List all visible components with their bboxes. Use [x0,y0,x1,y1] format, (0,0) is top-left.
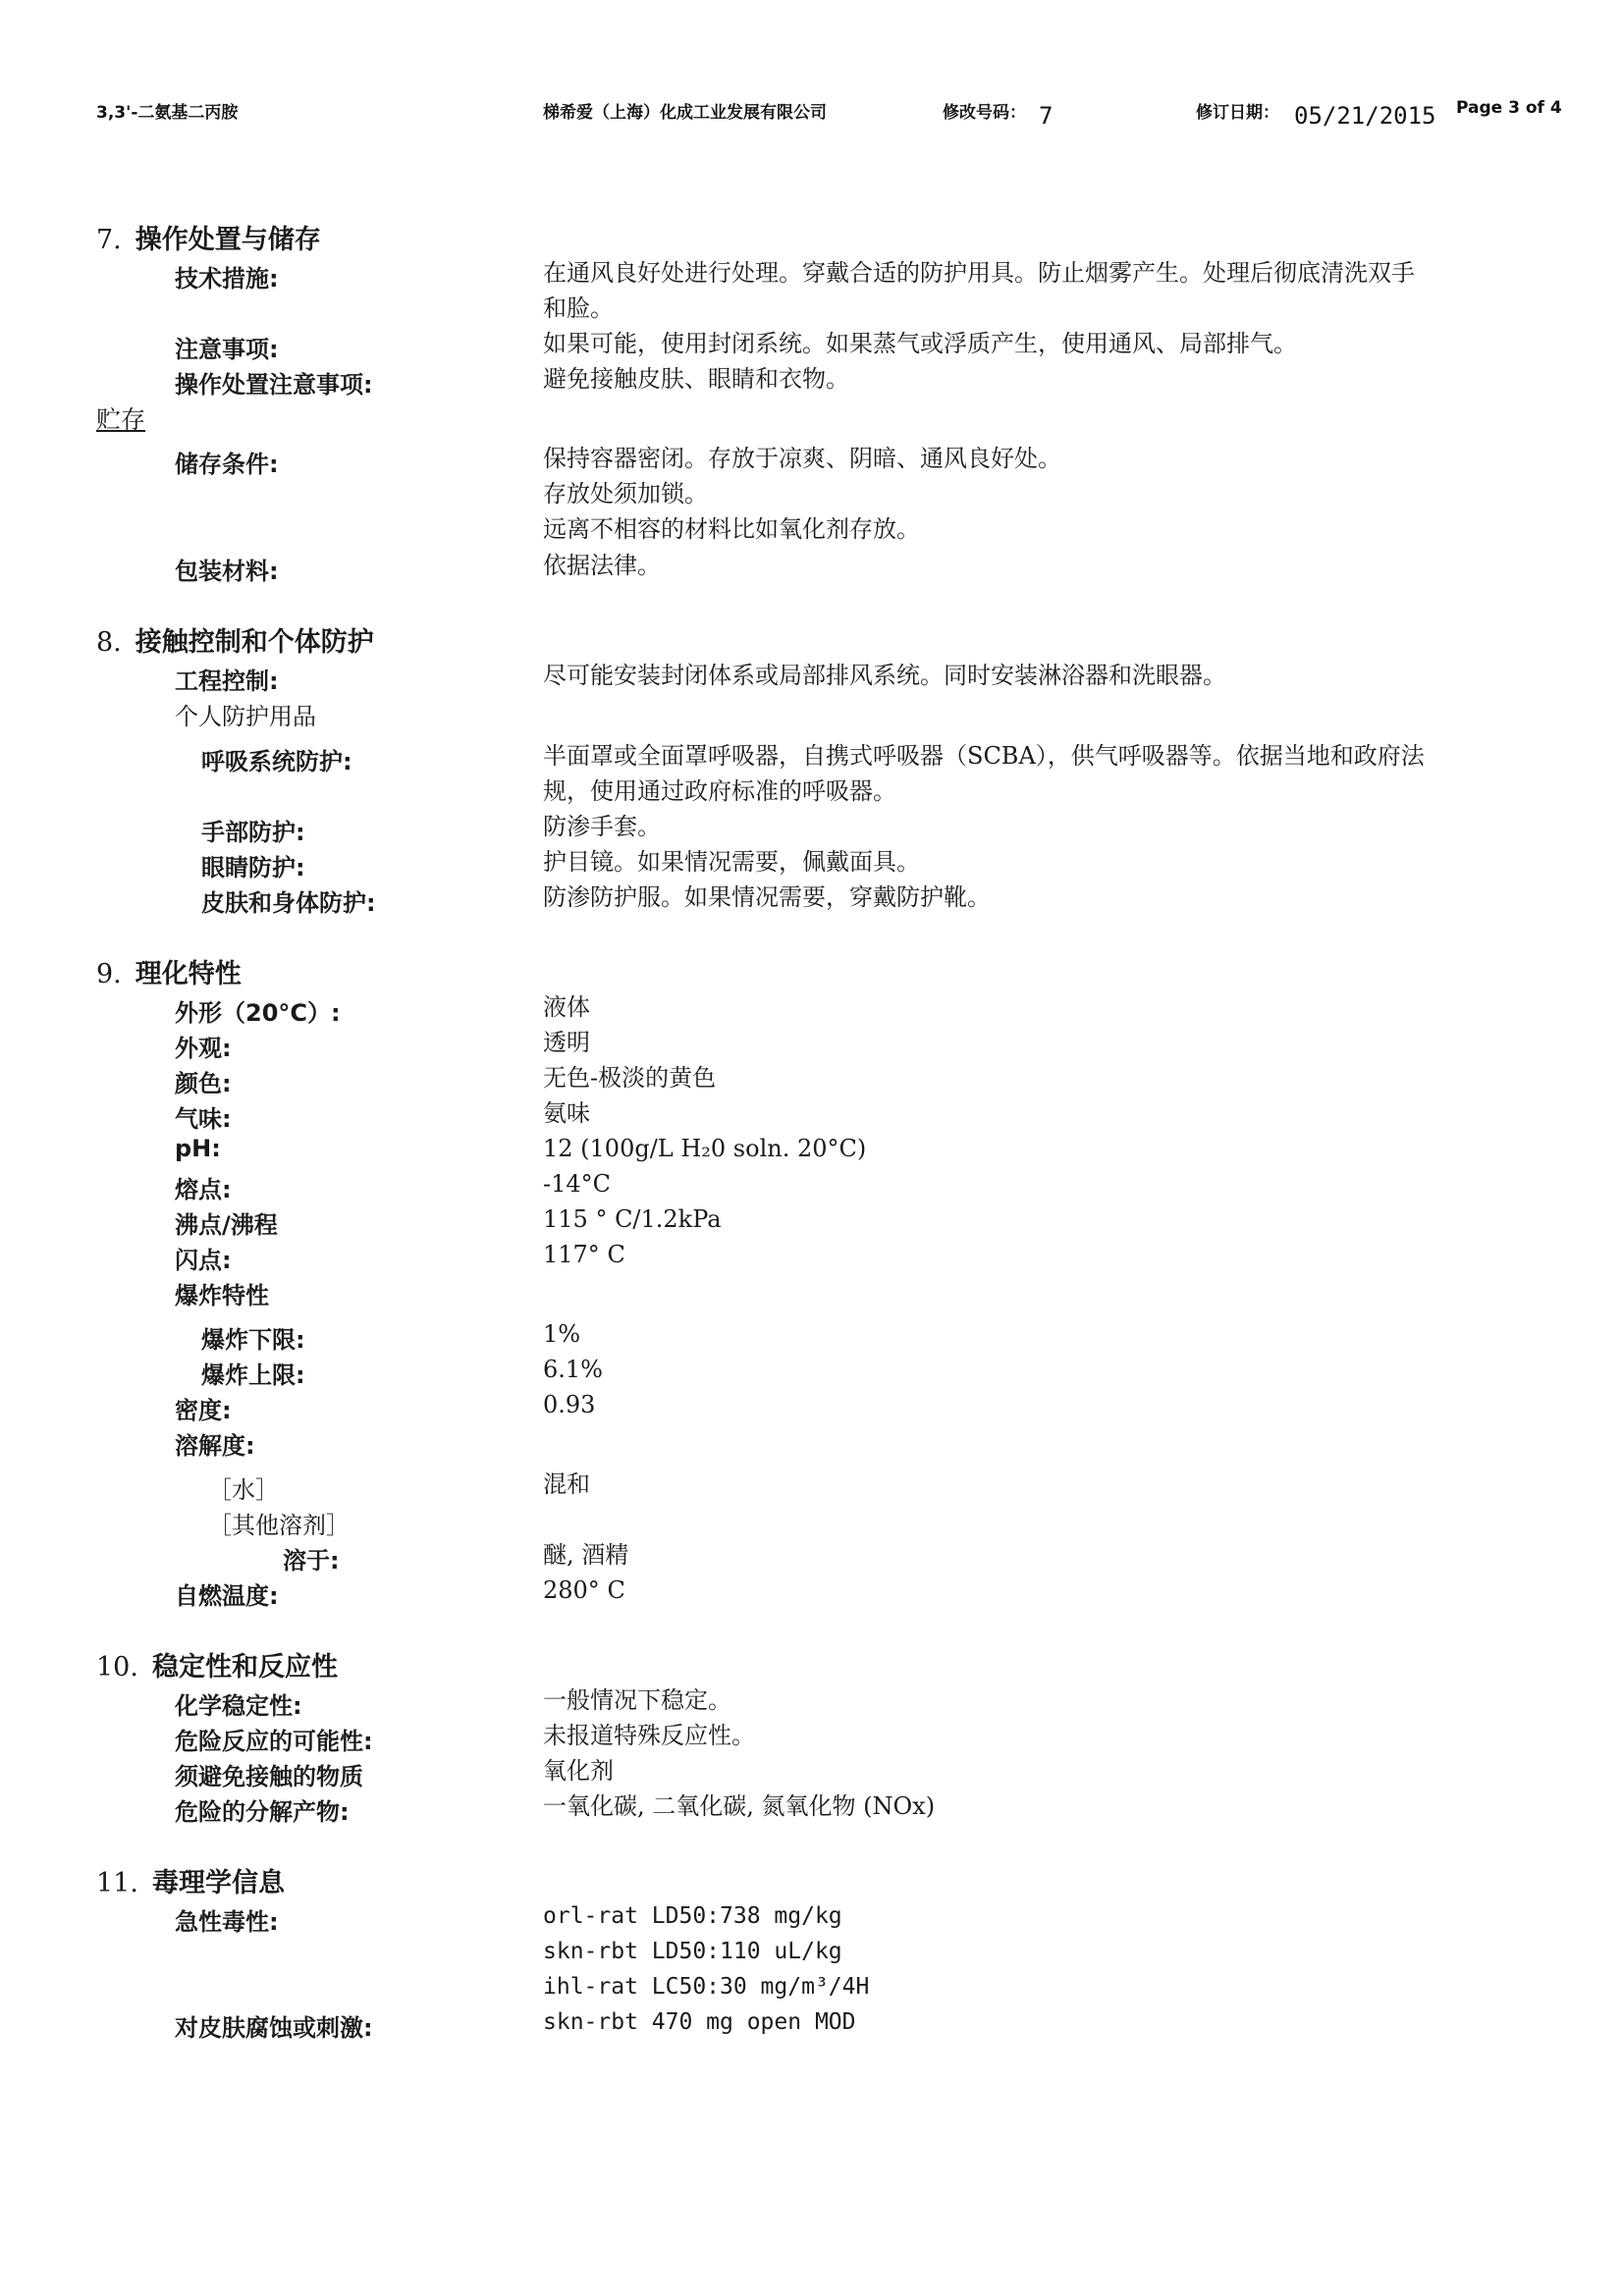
revision-label: 修改号码： [943,103,1026,123]
boiling-point-label: 沸点/沸程 [175,1211,278,1239]
section-7-title [96,218,321,256]
melting-point-label: 熔点: [175,1176,232,1203]
value-line: 存放处须加锁。 [543,480,708,507]
skin-protection-label: 皮肤和身体防护: [201,889,376,917]
skin-corrosion-label: 对皮肤腐蚀或刺激: [175,2014,373,2042]
section-title-text: 毒理学信息 [151,1868,285,1898]
autoignition-value: 280° C [543,1576,625,1604]
section-number: 7. [96,225,122,255]
section-11-title [96,1861,285,1899]
value-line: skn-rbt LD50:110 uL/kg [543,1939,842,1964]
packaging-value: 依据法律。 [543,552,661,579]
water-label: ［水］ [208,1476,279,1504]
value-line: 远离不相容的材料比如氧化剂存放。 [543,515,920,543]
storage-subheading: 贮存 [96,405,146,434]
eye-protection-label: 眼睛防护: [201,854,305,881]
lower-explosive-limit-label: 爆炸下限: [201,1326,305,1354]
precautions-label: 注意事项: [175,336,279,363]
storage-conditions-label: 储存条件: [175,451,279,478]
autoignition-label: 自燃温度: [175,1582,279,1610]
value-line: 和脸。 [543,294,614,322]
section-8-title [96,620,374,659]
hazardous-reactions-value: 未报道特殊反应性。 [543,1722,755,1749]
explosive-properties-label: 爆炸特性 [175,1282,269,1309]
flash-point-value: 117° C [543,1241,625,1268]
density-value: 0.93 [543,1391,596,1418]
section-title-text: 理化特性 [135,959,242,989]
hand-protection-value: 防渗手套。 [543,813,661,840]
value-line: 保持容器密闭。存放于凉爽、阴暗、通风良好处。 [543,445,1061,472]
revision-date-label: 修订日期： [1196,103,1279,123]
page-header [0,98,1623,128]
boiling-point-value: 115 ° C/1.2kPa [543,1205,722,1233]
engineering-controls-label: 工程控制: [175,667,279,695]
respiratory-protection-value [543,738,1574,809]
storage-conditions-value [543,441,1574,547]
soluble-in-value: 醚, 酒精 [543,1541,629,1569]
acute-toxicity-value [543,1898,1574,2004]
flash-point-label: 闪点: [175,1247,232,1274]
value-line: orl-rat LD50:738 mg/kg [543,1903,842,1929]
handling-precautions-label: 操作处置注意事项: [175,371,373,399]
hazardous-reactions-label: 危险反应的可能性: [175,1728,373,1755]
density-label: 密度: [175,1397,232,1424]
decomposition-products-value: 一氧化碳, 二氧化碳, 氮氧化物 (NOx) [543,1792,936,1820]
lower-explosive-limit-value: 1% [543,1320,581,1348]
other-solvents-label: ［其他溶剂］ [208,1512,350,1539]
packaging-label: 包装材料: [175,558,279,585]
acute-toxicity-label: 急性毒性: [175,1908,279,1936]
section-number: 11. [96,1868,138,1898]
technical-measures-label: 技术措施: [175,265,279,293]
skin-protection-value: 防渗防护服。如果情况需要，穿戴防护靴。 [543,883,991,911]
technical-measures-value [543,255,1574,326]
water-value: 混和 [543,1470,590,1498]
odor-value: 氨味 [543,1099,590,1127]
engineering-controls-value: 尽可能安装封闭体系或局部排风系统。同时安装淋浴器和洗眼器。 [543,662,1226,689]
respiratory-protection-label: 呼吸系统防护: [201,748,352,775]
color-value: 无色-极淡的黄色 [543,1064,717,1092]
section-number: 10. [96,1652,138,1682]
value-line: ihl-rat LC50:30 mg/m³/4H [543,1974,870,2000]
upper-explosive-limit-label: 爆炸上限: [201,1362,305,1389]
ph-value: 12 (100g/L H₂0 soln. 20°C) [543,1135,867,1162]
revision-date-value: 05/21/2015 [1294,102,1436,130]
incompatible-materials-value: 氧化剂 [543,1757,614,1785]
chemical-stability-value: 一般情况下稳定。 [543,1686,731,1714]
section-title-text: 操作处置与储存 [135,225,321,255]
product-name: 3,3'-二氨基二丙胺 [96,103,239,123]
page-number: Page 3 of 4 [1456,98,1562,118]
color-label: 颜色: [175,1070,232,1097]
skin-corrosion-value: skn-rbt 470 mg open MOD [543,2009,856,2035]
section-title-text: 稳定性和反应性 [151,1652,338,1682]
handling-precautions-value: 避免接触皮肤、眼睛和衣物。 [543,365,849,393]
hand-protection-label: 手部防护: [201,819,305,846]
odor-label: 气味: [175,1105,232,1133]
section-9-title [96,952,242,990]
appearance-label: 外观: [175,1035,232,1062]
value-line: 半面罩或全面罩呼吸器，自携式呼吸器（SCBA），供气呼吸器等。依据当地和政府法 [543,742,1425,770]
ph-label: pH: [175,1135,221,1162]
section-number: 8. [96,627,122,658]
value-line: 规，使用通过政府标准的呼吸器。 [543,777,896,805]
form-value: 液体 [543,993,590,1021]
upper-explosive-limit-value: 6.1% [543,1356,603,1383]
eye-protection-value: 护目镜。如果情况需要，佩戴面具。 [543,848,920,876]
decomposition-products-label: 危险的分解产物: [175,1798,350,1826]
incompatible-materials-label: 须避免接触的物质 [175,1763,363,1790]
precautions-value: 如果可能，使用封闭系统。如果蒸气或浮质产生，使用通风、局部排气。 [543,330,1297,357]
revision-value: 7 [1039,102,1054,130]
company-name: 梯希爱（上海）化成工业发展有限公司 [543,103,827,123]
appearance-value: 透明 [543,1029,590,1056]
ppe-label: 个人防护用品 [175,703,316,730]
soluble-in-label: 溶于: [283,1547,340,1575]
section-number: 9. [96,959,122,989]
melting-point-value: -14°C [543,1170,612,1198]
value-line: 在通风良好处进行处理。穿戴合适的防护用具。防止烟雾产生。处理后彻底清洗双手 [543,259,1415,287]
section-10-title [96,1645,338,1683]
solubility-label: 溶解度: [175,1432,255,1460]
section-title-text: 接触控制和个体防护 [135,627,374,658]
form-label: 外形（20°C）: [175,999,341,1027]
chemical-stability-label: 化学稳定性: [175,1692,302,1720]
